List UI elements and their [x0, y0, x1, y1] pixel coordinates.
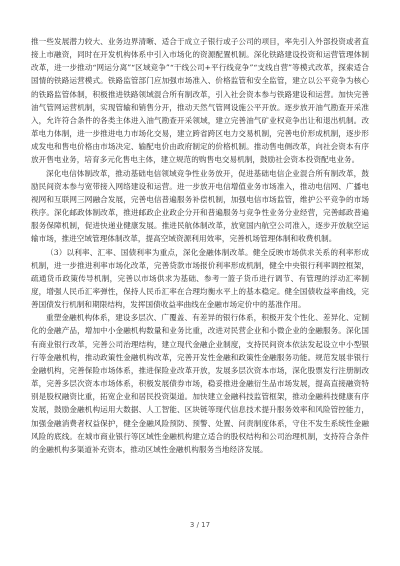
page-number: 3 / 17: [189, 521, 211, 529]
paragraph: （3）以利率、汇率、国债利率为重点，深化金融体制改革。健全反映市场供求关系的利率形成机制，进一步推进利率市场化改革，完善贷款市场报价利率形成机制，健全中央银行利率调控框架，疏通货币政策传导机制，完善以市场供求为基础、参考一篮子货币进行调节、有管理的浮动汇率制度，增强人民币汇率弹性，保持人民币汇率在合理均衡水平上的基本稳定。健全国债收益率曲线，完善国债发行机制和期限结构，发挥国债收益率曲线在金融市场定价中的基准作用。: [31, 247, 369, 310]
paragraph: 深化电信体制改革，推动基础电信领域竞争性业务放开，促进基础电信企业混合所有制改革，鼓励民间资本参与宽带接入网络建设和运营。进一步放开电信增值业务市场准入，推动电信网、广播电视网和互联网三网融合发展，完善电信普遍服务补偿机制，加强电信市场监管，维护公平竞争的市场秩序。深化邮政体制改革，推进邮政企业政企分开和普遍服务与竞争性业务分业经营，完善邮政普遍服务保障机制，促进快递业健康发展。推进民航体制改革，放宽国内航空公司准入，逐步开放航空运输市场，推进空域管理体制改革，提高空域资源利用效率，完善机场管理体制和收费机制。: [31, 168, 369, 244]
paragraph: 推一些发展潜力较大、业务边界清晰、适合于成立子银行或子公司的项目，率先引入外部投资或者直接上市融资，同时在开发机构体系中引入市场化的资源配置机制。深化铁路建设投资和运营管理体制改革，进一步推动“网运分离”“区域竞争”“干线公司+平行线竞争”“支线自营”等模式改革，探索适合国情的铁路运营模式。铁路监管部门应加强市场准入、价格监管和安全监管，建立以公平竞争为核心的铁路监管体制，积极推进铁路领域混合所有制改革，引入社会资本参与铁路建设和运营。加快完善油气管网运营机制，实现管输和销售分开，推动天然气管网设施公平开放。逐步放开油气勘查开采准入，允许符合条件的各类主体进入油气勘查开采领域，建立完善油气矿业权竞争出让和退出机制。改革电力体制，进一步推进电力市场化交易，建立跨省跨区电力交易机制，完善电价形成机制，逐步形成发电和售电价格由市场决定、输配电价由政府制定的价格机制。推动售电侧改革，向社会资本有序放开售电业务，培育多元化售电主体，建立规范的购售电交易机制，鼓励社会资本投资配电业务。: [31, 37, 369, 165]
body-text: [31, 35, 369, 515]
paragraph: 重塑金融机构体系，建设多层次、广覆盖、有差异的银行体系，积极开发个性化、差异化、定制化的金融产品，增加中小金融机构数量和业务比重，改进对民营企业和小微企业的金融服务。深化国有商业银行改革，完善公司治理结构，建立现代金融企业制度，支持民间资本依法发起设立中小型银行等金融机构，推动政策性金融机构改革，完善开发性金融和政策性金融服务功能。规范发展非银行金融机构，完善保险市场体系，推进保险业改革开放，发展多层次资本市场，深化股票发行注册制改革，完善多层次资本市场体系，积极发展债券市场，稳妥推进金融衍生品市场发展，提高直接融资特别是股权融资比重，拓宽企业和居民投资渠道。加快建立金融科技监管框架，推动金融科技健康有序发展，鼓励金融机构运用大数据、人工智能、区块链等现代信息技术提升服务效率和风险管控能力，加强金融消费者权益保护，健全金融风险预防、预警、处置、问责制度体系，守住不发生系统性金融风险的底线。在城市商业银行等区域性金融机构建立适合的股权结构和公司治理机制，支持符合条件的金融机构多渠道补充资本，推动区域性金融机构服务当地经济发展。: [31, 313, 369, 454]
